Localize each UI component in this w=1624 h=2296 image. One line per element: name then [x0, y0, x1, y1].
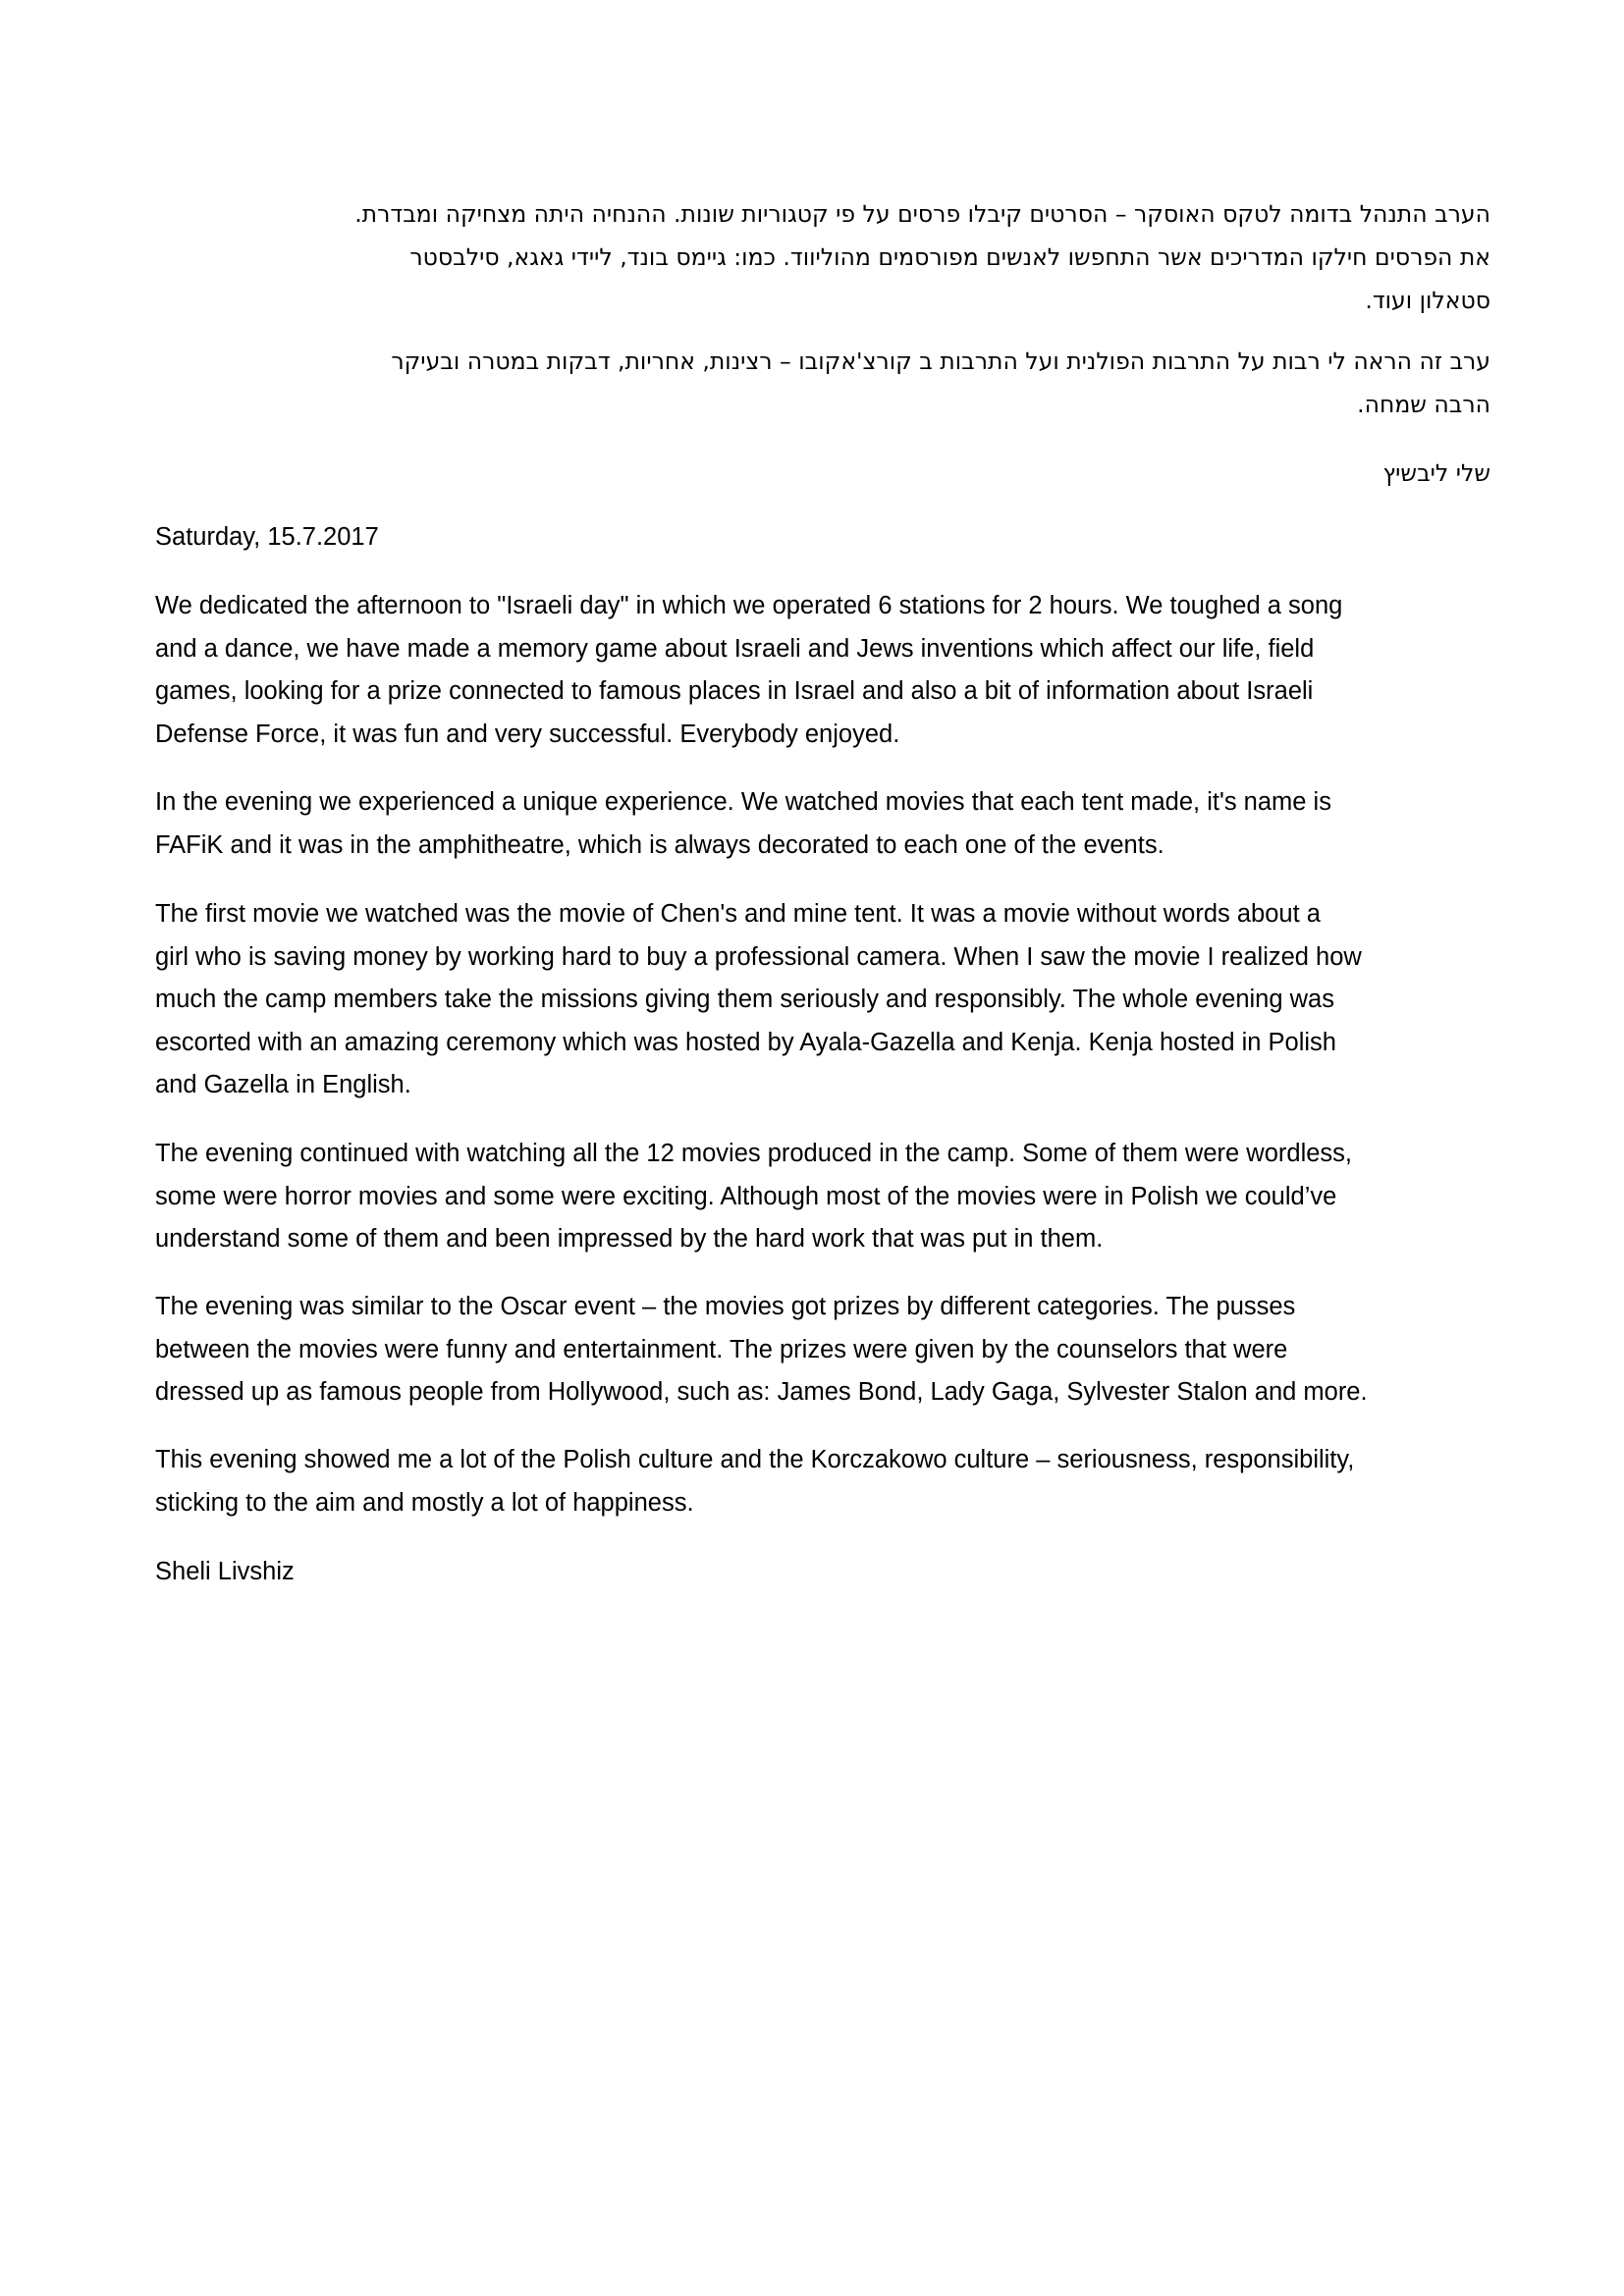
hebrew-paragraph-1 [155, 192, 1490, 322]
paragraph-line: FAFiK and it was in the amphitheatre, which is always decorated to each one of the events. [155, 830, 1164, 859]
english-paragraph-2 [155, 781, 1510, 867]
paragraph-line: The evening was similar to the Oscar event – the movies got prizes by different categories. The pusses [155, 1293, 1296, 1320]
paragraph-line: games, looking for a prize connected to famous places in Israel and also a bit of information about Israeli [155, 677, 1314, 705]
paragraph-line: much the camp members take the missions giving them seriously and responsibly. The whole evening was [155, 986, 1334, 1013]
hebrew-line: סטאלון ועוד. [1365, 287, 1490, 314]
hebrew-line: ערב זה הראה לי רבות על התרבות הפולנית ועל התרבות ב קורצ'אקובו – רצינות, אחריות, דבקות במטרה ובעיקר [391, 347, 1490, 375]
english-paragraph-1 [155, 585, 1510, 756]
paragraph-line: sticking to the aim and mostly a lot of happiness. [155, 1488, 694, 1517]
english-paragraph-6 [155, 1439, 1510, 1524]
english-paragraph-5 [155, 1286, 1510, 1415]
english-paragraph-4 [155, 1133, 1510, 1261]
english-date: Saturday, 15.7.2017 [155, 523, 379, 551]
paragraph-line: girl who is saving money by working hard to buy a professional camera. When I saw the movie I realized how [155, 942, 1362, 971]
english-paragraph-3 [155, 893, 1510, 1107]
paragraph-line: between the movies were funny and entertainment. The prizes were given by the counselors that were [155, 1335, 1288, 1363]
paragraph-line: dressed up as famous people from Hollywood, such as: James Bond, Lady Gaga, Sylvester Stalon and more. [155, 1378, 1368, 1406]
paragraph-line: Defense Force, it was fun and very successful. Everybody enjoyed. [155, 720, 900, 748]
paragraph-line: understand some of them and been impressed by the hard work that was put in them. [155, 1225, 1104, 1253]
hebrew-line: הרבה שמחה. [1357, 391, 1490, 418]
paragraph-line: some were horror movies and some were exciting. Although most of the movies were in Polish we could’ve [155, 1182, 1337, 1210]
paragraph-line: This evening showed me a lot of the Polish culture and the Korczakowo culture – seriousness, responsibility, [155, 1446, 1355, 1473]
hebrew-paragraph-2 [155, 340, 1490, 426]
paragraph-line: In the evening we experienced a unique experience. We watched movies that each tent made, it's name is [155, 788, 1331, 816]
hebrew-line: הערב התנהל בדומה לטקס האוסקר – הסרטים קיבלו פרסים על פי קטגוריות שונות. ההנחיה היתה מצחיקה ומבדרת. [354, 200, 1490, 228]
paragraph-line: The first movie we watched was the movie of Chen's and mine tent. It was a movie without words about a [155, 900, 1321, 928]
paragraph-line: The evening continued with watching all the 12 movies produced in the camp. Some of them were wordless, [155, 1140, 1352, 1167]
paragraph-line: escorted with an amazing ceremony which was hosted by Ayala-Gazella and Kenja. Kenja hosted in Polish [155, 1028, 1336, 1056]
paragraph-line: and Gazella in English. [155, 1071, 411, 1098]
paragraph-line: We dedicated the afternoon to "Israeli day" in which we operated 6 stations for 2 hours. We toughed a song [155, 592, 1343, 619]
hebrew-signature: שלי ליבשיץ [1382, 459, 1490, 487]
english-signature: Sheli Livshiz [155, 1558, 295, 1585]
hebrew-line: את הפרסים חילקו המדריכים אשר התחפשו לאנשים מפורסמים מהוליווד. כמו: גיימס בונד, ליידי גאגא, סילבסטר [409, 243, 1490, 271]
paragraph-line: and a dance, we have made a memory game about Israeli and Jews inventions which affect our life, field [155, 634, 1315, 663]
